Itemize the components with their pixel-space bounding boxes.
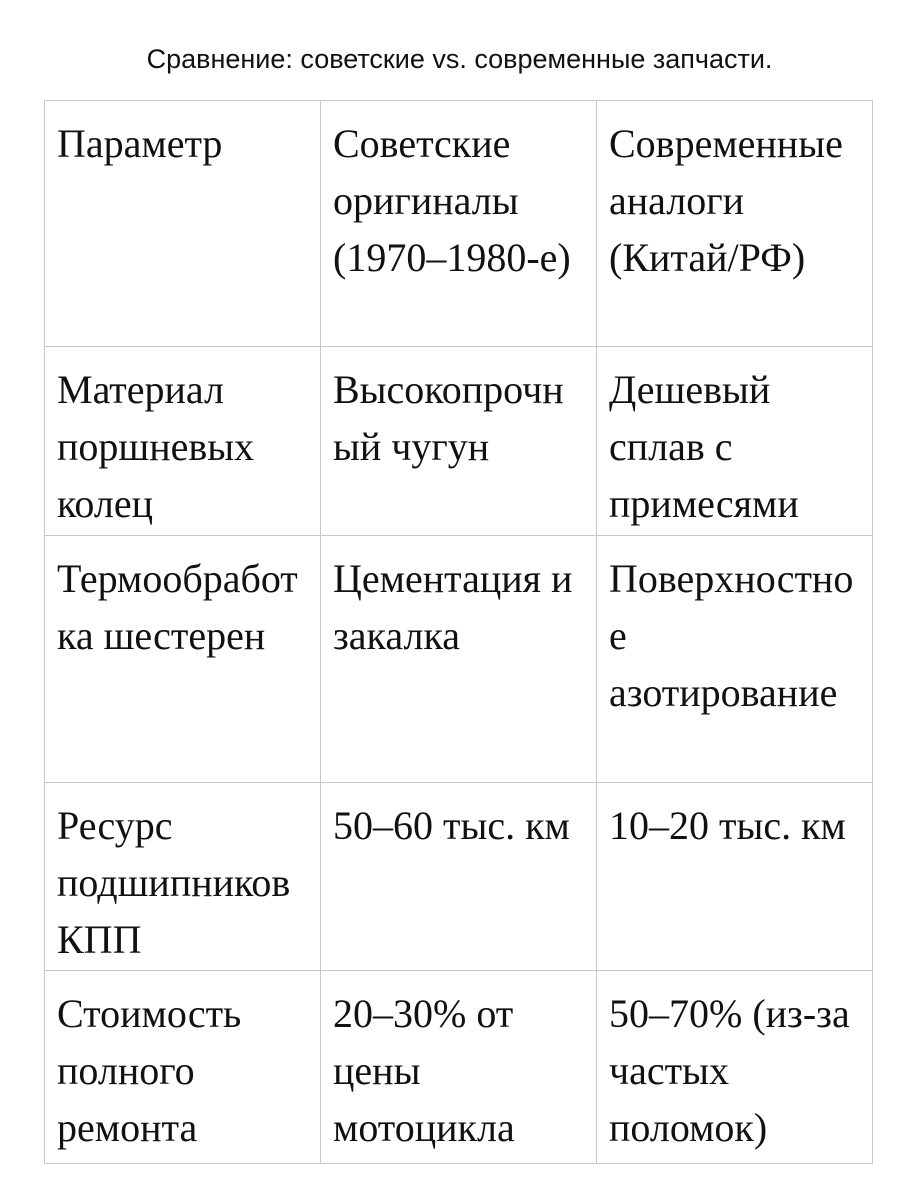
- cell-parameter: Материал поршневых колец: [45, 347, 321, 536]
- cell-modern: Дешевый сплав с примесями: [597, 347, 873, 536]
- cell-parameter: Термообработка шестерен: [45, 536, 321, 783]
- cell-soviet: 50–60 тыс. км: [321, 783, 597, 971]
- cell-soviet: Высокопрочный чугун: [321, 347, 597, 536]
- cell-parameter: Ресурс подшипников КПП: [45, 783, 321, 971]
- table-row: [45, 347, 873, 536]
- header-cell-parameter: Параметр: [45, 101, 321, 347]
- header-cell-soviet: Советские оригиналы (1970–1980-е): [321, 101, 597, 347]
- table-row: [45, 536, 873, 783]
- table-row: [45, 783, 873, 971]
- comparison-table: [44, 100, 873, 1164]
- cell-modern: Поверхностное азотирование: [597, 536, 873, 783]
- table-row: [45, 971, 873, 1164]
- cell-parameter: Стоимость полного ремонта: [45, 971, 321, 1164]
- cell-modern: 10–20 тыс. км: [597, 783, 873, 971]
- cell-modern: 50–70% (из-за частых поломок): [597, 971, 873, 1164]
- header-cell-modern: Современные аналоги (Китай/РФ): [597, 101, 873, 347]
- cell-soviet: 20–30% от цены мотоцикла: [321, 971, 597, 1164]
- table-header-row: [45, 101, 873, 347]
- table-caption: Сравнение: советские vs. современные запчасти.: [146, 44, 773, 74]
- cell-soviet: Цементация и закалка: [321, 536, 597, 783]
